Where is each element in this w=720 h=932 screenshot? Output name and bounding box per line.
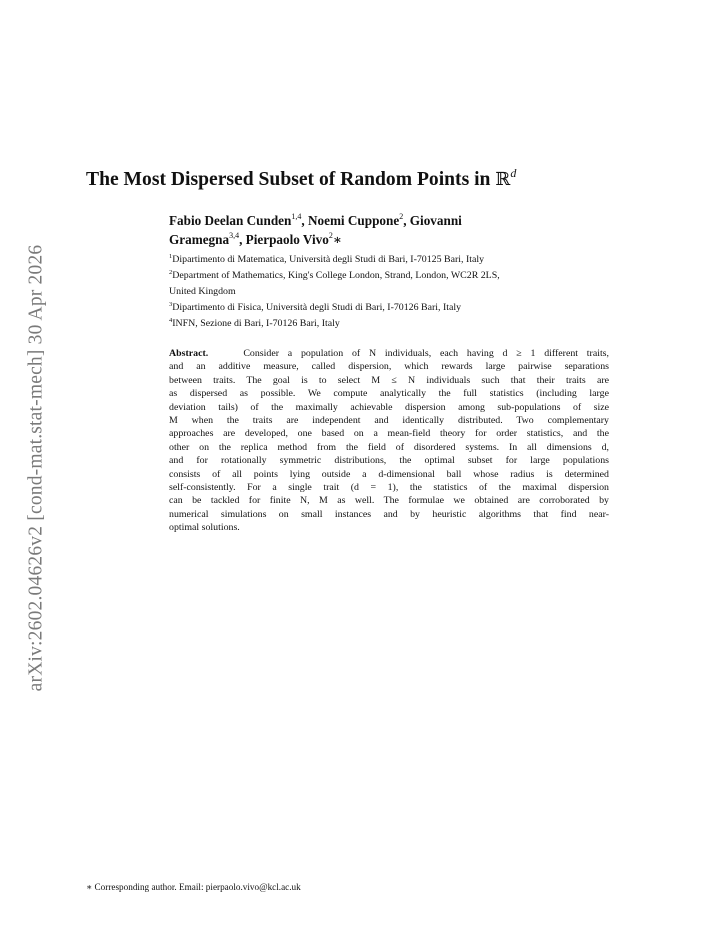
- author-affiliation-mark: 1,4: [291, 212, 302, 221]
- affiliation-item: [169, 252, 609, 268]
- author-affiliation-mark: 3,4: [229, 231, 240, 240]
- affiliation-item: [169, 316, 609, 332]
- footnote-text: ∗ Corresponding author. Email: pierpaolo.vivo@kcl.ac.uk: [86, 882, 301, 892]
- affiliation-number: 4: [169, 317, 173, 324]
- paper-title: [86, 168, 646, 192]
- author-line-1: [169, 211, 609, 230]
- abstract-line-text: Consider a population of N individuals, each having d ≥ 1 different traits,: [243, 348, 609, 359]
- title-text: The Most Dispersed Subset of Random Points in: [86, 169, 496, 190]
- affiliation-text: United Kingdom: [169, 286, 236, 297]
- title-symbol: ℝ: [495, 169, 511, 190]
- abstract-heading: Abstract.: [169, 348, 209, 359]
- author-separator: ,: [301, 213, 308, 228]
- affiliation-item: [169, 268, 609, 284]
- abstract-line: between traits. The goal is to select M ≤ N individuals such that their traits are: [169, 374, 609, 386]
- abstract-line: M when the traits are independent and identically distributed. Two complementary: [169, 415, 609, 427]
- affiliation-item: [169, 300, 609, 316]
- author-separator: ,: [403, 213, 410, 228]
- abstract-line: other on the replica method from the field of disordered systems. In all dimensions d,: [169, 441, 609, 453]
- abstract-line: [169, 347, 609, 360]
- affiliation-number: 1: [169, 253, 173, 260]
- author-affiliation-mark: 2: [328, 231, 333, 240]
- abstract-line: optimal solutions.: [169, 522, 240, 534]
- author-separator: ,: [239, 232, 246, 247]
- abstract-line: and for rotationally symmetric distributions, the optimal subset for large populations: [169, 455, 609, 467]
- abstract-line: approaches are developed, one based on a mean-field theory for order statistics, and the: [169, 428, 609, 440]
- abstract-line: and an additive measure, called dispersion, which rewards large pairwise separations: [169, 361, 609, 373]
- title-superscript: d: [510, 166, 517, 180]
- abstract-line: self-consistently. For a single trait (d = 1), the statistics of the maximal dispersion: [169, 482, 609, 494]
- affiliation-text: Dipartimento di Matematica, Università degli Studi di Bari, I-70125 Bari, Italy: [172, 254, 485, 265]
- affiliation-text: Dipartimento di Fisica, Università degli Studi di Bari, I-70126 Bari, Italy: [172, 302, 462, 313]
- affiliation-item-continued: [169, 284, 609, 300]
- abstract-line: as dispersed as possible. We compute analytically the full statistics (including large: [169, 388, 609, 400]
- abstract-line: deviation tails) of the maximally achievable dispersion among sub-populations of size: [169, 401, 609, 413]
- author-name: Giovanni: [409, 213, 462, 228]
- abstract: [169, 347, 609, 535]
- author-name: Noemi Cuppone: [307, 213, 400, 228]
- arxiv-stamp-text: arXiv:2602.04626v2 [cond-mat.stat-mech] 30 Apr 2026: [25, 244, 47, 692]
- author-line-2: [169, 230, 609, 249]
- author-name: Fabio Deelan Cunden: [169, 213, 292, 228]
- author-name: Pierpaolo Vivo: [245, 232, 329, 247]
- affiliation-number: 2: [169, 269, 173, 276]
- corresponding-author-mark: ∗: [332, 232, 342, 247]
- arxiv-identifier-stamp: [22, 192, 50, 744]
- affiliation-list: [169, 252, 609, 332]
- abstract-line: numerical simulations on small instances and by heuristic algorithms that find near-: [169, 508, 609, 520]
- corresponding-author-footnote: [86, 881, 586, 893]
- abstract-line: consists of all points lying outside a d-dimensional ball whose radius is determined: [169, 468, 609, 480]
- affiliation-text: INFN, Sezione di Bari, I-70126 Bari, Italy: [172, 318, 340, 329]
- affiliation-number: 3: [169, 301, 173, 308]
- author-list: [169, 211, 609, 249]
- author-affiliation-mark: 2: [399, 212, 404, 221]
- affiliation-text: Department of Mathematics, King's College London, Strand, London, WC2R 2LS,: [172, 270, 500, 281]
- author-name: Gramegna: [169, 232, 230, 247]
- abstract-line: can be tackled for finite N, M as well. The formulae we obtained are corroborated by: [169, 495, 609, 507]
